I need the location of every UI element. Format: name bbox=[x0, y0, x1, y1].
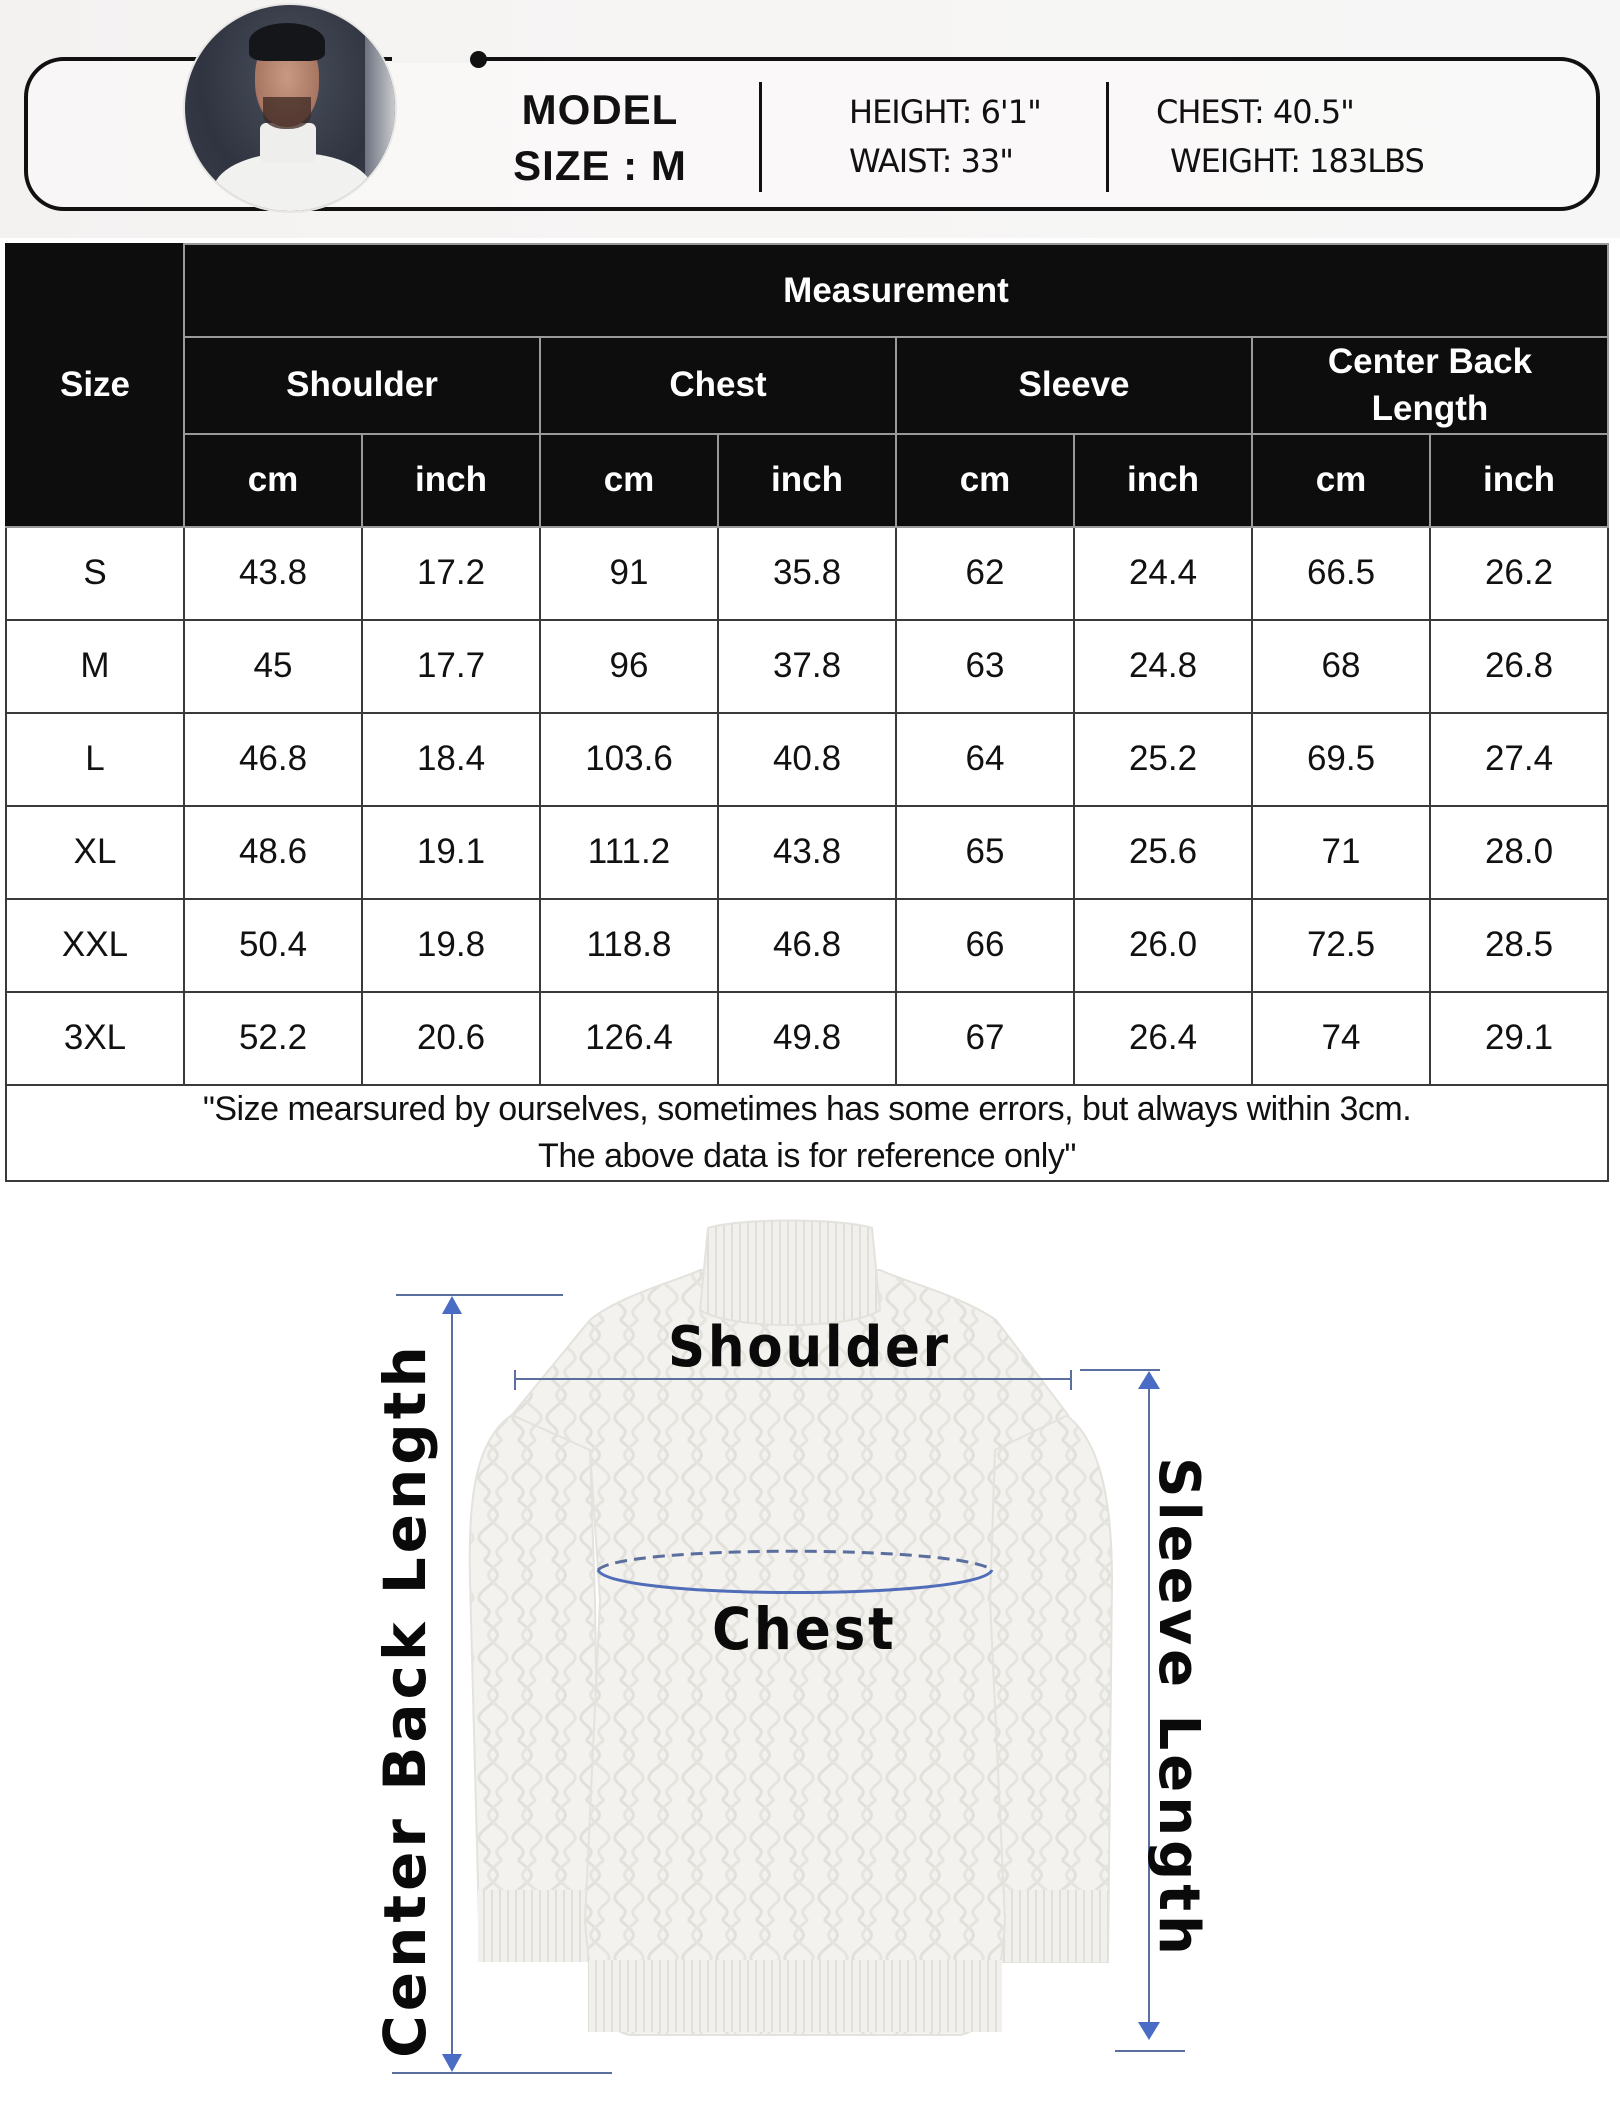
value-cell: 71 bbox=[1252, 806, 1430, 899]
size-cell: S bbox=[6, 527, 184, 620]
value-cell: 91 bbox=[540, 527, 718, 620]
value-cell: 26.0 bbox=[1074, 899, 1252, 992]
value-cell: 28.5 bbox=[1430, 899, 1608, 992]
model-weight: WEIGHT: 183LBS bbox=[1170, 142, 1424, 180]
down-arrow-icon bbox=[442, 2054, 462, 2072]
center-back-length-label: Center Back Length bbox=[371, 1342, 439, 2058]
table-footnote-row bbox=[6, 1085, 1608, 1181]
table-row bbox=[6, 992, 1608, 1085]
model-waist: WAIST: 33" bbox=[849, 142, 1013, 180]
value-cell: 24.8 bbox=[1074, 620, 1252, 713]
size-cell: XXL bbox=[6, 899, 184, 992]
size-chart-table bbox=[5, 243, 1609, 1182]
center-back-length-text: Center Back Length bbox=[1327, 342, 1533, 429]
up-arrow-icon bbox=[442, 1296, 462, 1314]
value-cell: 45 bbox=[184, 620, 362, 713]
value-cell: 49.8 bbox=[718, 992, 896, 1085]
model-size-label: SIZE : M bbox=[513, 142, 687, 189]
table-row bbox=[6, 527, 1608, 620]
value-cell: 27.4 bbox=[1430, 713, 1608, 806]
value-cell: 26.2 bbox=[1430, 527, 1608, 620]
value-cell: 29.1 bbox=[1430, 992, 1608, 1085]
size-cell: XL bbox=[6, 806, 184, 899]
table-row bbox=[6, 806, 1608, 899]
model-avatar bbox=[183, 3, 397, 213]
card-dot-decoration bbox=[470, 51, 487, 68]
table-row bbox=[6, 899, 1608, 992]
value-cell: 62 bbox=[896, 527, 1074, 620]
value-cell: 46.8 bbox=[184, 713, 362, 806]
garment-measurement-diagram bbox=[0, 1200, 1620, 2100]
value-cell: 26.8 bbox=[1430, 620, 1608, 713]
value-cell: 37.8 bbox=[718, 620, 896, 713]
sleeve-header: Sleeve bbox=[896, 337, 1252, 434]
value-cell: 118.8 bbox=[540, 899, 718, 992]
value-cell: 48.6 bbox=[184, 806, 362, 899]
value-cell: 69.5 bbox=[1252, 713, 1430, 806]
model-label: MODEL bbox=[521, 86, 679, 133]
unit-header: cm bbox=[896, 434, 1074, 527]
value-cell: 126.4 bbox=[540, 992, 718, 1085]
shoulder-label: Shoulder bbox=[668, 1315, 951, 1380]
shoulder-header: Shoulder bbox=[184, 337, 540, 434]
value-cell: 50.4 bbox=[184, 899, 362, 992]
value-cell: 17.2 bbox=[362, 527, 540, 620]
value-cell: 28.0 bbox=[1430, 806, 1608, 899]
sleeve-length-label: Sleeve Length bbox=[1146, 1457, 1211, 1959]
value-cell: 66 bbox=[896, 899, 1074, 992]
table-footnote bbox=[6, 1085, 1608, 1181]
value-cell: 67 bbox=[896, 992, 1074, 1085]
unit-header: inch bbox=[1430, 434, 1608, 527]
model-chest: CHEST: 40.5" bbox=[1156, 93, 1354, 131]
value-cell: 43.8 bbox=[718, 806, 896, 899]
value-cell: 18.4 bbox=[362, 713, 540, 806]
card-divider-2 bbox=[1106, 82, 1109, 192]
value-cell: 96 bbox=[540, 620, 718, 713]
size-cell: L bbox=[6, 713, 184, 806]
value-cell: 17.7 bbox=[362, 620, 540, 713]
value-cell: 25.2 bbox=[1074, 713, 1252, 806]
card-divider-1 bbox=[759, 82, 762, 192]
chest-header: Chest bbox=[540, 337, 896, 434]
unit-header: inch bbox=[1074, 434, 1252, 527]
card-border-gap bbox=[392, 55, 472, 63]
value-cell: 72.5 bbox=[1252, 899, 1430, 992]
model-hair bbox=[249, 23, 325, 61]
value-cell: 25.6 bbox=[1074, 806, 1252, 899]
footnote-line-1: "Size mearsured by ourselves, sometimes has some errors, but always within 3cm. bbox=[202, 1089, 1412, 1128]
size-cell: M bbox=[6, 620, 184, 713]
value-cell: 26.4 bbox=[1074, 992, 1252, 1085]
center-back-length-header bbox=[1252, 337, 1608, 434]
unit-header: inch bbox=[718, 434, 896, 527]
value-cell: 19.8 bbox=[362, 899, 540, 992]
value-cell: 74 bbox=[1252, 992, 1430, 1085]
unit-header: cm bbox=[184, 434, 362, 527]
unit-header: cm bbox=[1252, 434, 1430, 527]
unit-header: inch bbox=[362, 434, 540, 527]
turtleneck bbox=[700, 1221, 880, 1326]
model-height: HEIGHT: 6'1" bbox=[849, 93, 1041, 131]
up-arrow-icon bbox=[1138, 1371, 1160, 1389]
turtleneck-collar bbox=[260, 123, 316, 163]
value-cell: 46.8 bbox=[718, 899, 896, 992]
size-column-header: Size bbox=[6, 244, 184, 527]
unit-header: cm bbox=[540, 434, 718, 527]
value-cell: 103.6 bbox=[540, 713, 718, 806]
value-cell: 63 bbox=[896, 620, 1074, 713]
value-cell: 66.5 bbox=[1252, 527, 1430, 620]
footnote-line-2: The above data is for reference only" bbox=[538, 1136, 1076, 1175]
value-cell: 24.4 bbox=[1074, 527, 1252, 620]
size-cell: 3XL bbox=[6, 992, 184, 1085]
value-cell: 40.8 bbox=[718, 713, 896, 806]
chest-label: Chest bbox=[712, 1595, 897, 1663]
value-cell: 68 bbox=[1252, 620, 1430, 713]
table-row bbox=[6, 713, 1608, 806]
value-cell: 52.2 bbox=[184, 992, 362, 1085]
value-cell: 65 bbox=[896, 806, 1074, 899]
measurement-group-header: Measurement bbox=[184, 244, 1608, 337]
value-cell: 19.1 bbox=[362, 806, 540, 899]
right-sleeve bbox=[990, 1415, 1112, 1962]
table-row bbox=[6, 620, 1608, 713]
left-sleeve bbox=[470, 1415, 600, 1960]
value-cell: 111.2 bbox=[540, 806, 718, 899]
value-cell: 43.8 bbox=[184, 527, 362, 620]
value-cell: 20.6 bbox=[362, 992, 540, 1085]
model-beard bbox=[263, 97, 311, 129]
value-cell: 35.8 bbox=[718, 527, 896, 620]
value-cell: 64 bbox=[896, 713, 1074, 806]
down-arrow-icon bbox=[1138, 2022, 1160, 2040]
